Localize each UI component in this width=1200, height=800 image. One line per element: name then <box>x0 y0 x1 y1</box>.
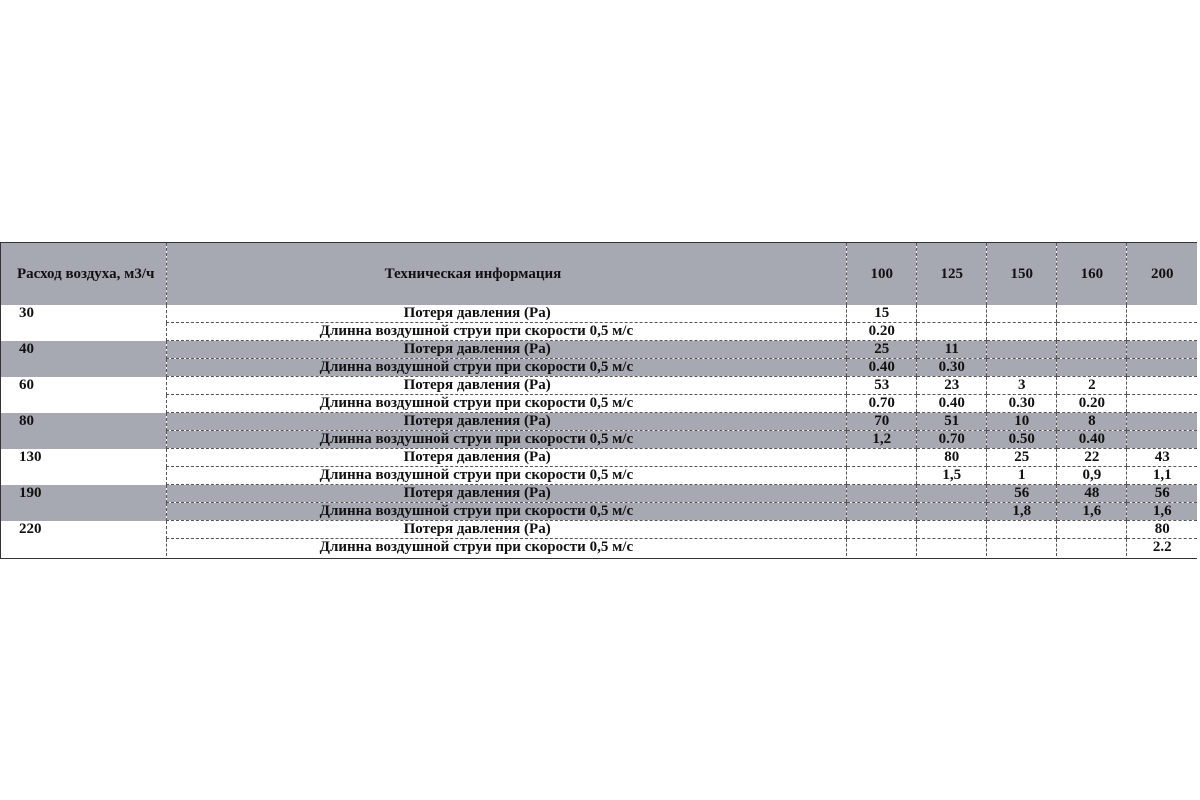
header-size-200: 200 <box>1127 243 1197 305</box>
pressure-loss-125: 23 <box>917 377 987 395</box>
table-row <box>1 305 1197 323</box>
pressure-loss-label: Потеря давления (Pa) <box>166 485 847 503</box>
air-flow-value: 80 <box>1 413 166 449</box>
jet-length-125: 0.30 <box>917 359 987 377</box>
pressure-loss-125 <box>917 305 987 323</box>
jet-length-125 <box>917 539 987 557</box>
pressure-loss-100 <box>847 449 917 467</box>
jet-length-160: 0,9 <box>1057 467 1127 485</box>
jet-length-150: 1 <box>987 467 1057 485</box>
jet-length-125: 0.40 <box>917 395 987 413</box>
jet-length-label: Длинна воздушной струи при скорости 0,5 м/с <box>166 395 847 413</box>
pressure-loss-150: 3 <box>987 377 1057 395</box>
air-flow-value: 30 <box>19 305 34 321</box>
pressure-loss-125: 80 <box>917 449 987 467</box>
table-row <box>1 503 1197 521</box>
jet-length-200: 1,6 <box>1127 503 1197 521</box>
pressure-loss-160 <box>1057 341 1127 359</box>
pressure-loss-200 <box>1127 341 1197 359</box>
pressure-loss-150 <box>987 521 1057 539</box>
jet-length-160 <box>1057 359 1127 377</box>
pressure-loss-100: 15 <box>847 305 917 323</box>
pressure-loss-150: 56 <box>987 485 1057 503</box>
pressure-loss-200 <box>1127 305 1197 323</box>
jet-length-150: 0.30 <box>987 395 1057 413</box>
air-flow-value: 130 <box>19 448 42 465</box>
table-row <box>1 377 1197 395</box>
table-header-row <box>1 243 1197 305</box>
air-flow-value: 40 <box>1 341 166 377</box>
jet-length-label: Длинна воздушной струи при скорости 0,5 м/с <box>166 359 847 377</box>
pressure-loss-125: 11 <box>917 341 987 359</box>
air-flow-value: 190 <box>1 485 166 521</box>
pressure-loss-200: 56 <box>1127 485 1197 503</box>
jet-length-label: Длинна воздушной струи при скорости 0,5 м/с <box>166 467 847 485</box>
air-distribution-spec-table <box>1 243 1197 556</box>
header-size-100: 100 <box>847 243 917 305</box>
jet-length-160 <box>1057 323 1127 341</box>
jet-length-100 <box>847 503 917 521</box>
table-row <box>1 431 1197 449</box>
pressure-loss-200 <box>1127 413 1197 431</box>
pressure-loss-125 <box>917 485 987 503</box>
jet-length-100: 1,2 <box>847 431 917 449</box>
pressure-loss-100 <box>847 485 917 503</box>
jet-length-label: Длинна воздушной струи при скорости 0,5 м/с <box>166 431 847 449</box>
jet-length-125: 0.70 <box>917 431 987 449</box>
jet-length-label: Длинна воздушной струи при скорости 0,5 м/с <box>166 539 847 557</box>
pressure-loss-125: 51 <box>917 413 987 431</box>
pressure-loss-label: Потеря давления (Pa) <box>166 341 847 359</box>
header-technical-info: Техническая информация <box>166 243 847 305</box>
jet-length-200 <box>1127 359 1197 377</box>
table-row <box>1 539 1197 557</box>
pressure-loss-label: Потеря давления (Pa) <box>166 305 847 323</box>
pressure-loss-160: 2 <box>1057 377 1127 395</box>
pressure-loss-150: 25 <box>987 449 1057 467</box>
jet-length-200: 1,1 <box>1127 467 1197 485</box>
pressure-loss-200 <box>1127 377 1197 395</box>
jet-length-150: 0.50 <box>987 431 1057 449</box>
table-row <box>1 413 1197 431</box>
header-size-150: 150 <box>987 243 1057 305</box>
jet-length-150 <box>987 539 1057 557</box>
jet-length-125: 1,5 <box>917 467 987 485</box>
jet-length-100 <box>847 467 917 485</box>
table-row <box>1 341 1197 359</box>
jet-length-200: 2.2 <box>1127 539 1197 557</box>
header-size-125: 125 <box>917 243 987 305</box>
pressure-loss-160: 48 <box>1057 485 1127 503</box>
header-air-flow: Расход воздуха, м3/ч <box>1 243 166 305</box>
header-size-160: 160 <box>1057 243 1127 305</box>
pressure-loss-100: 25 <box>847 341 917 359</box>
table-row <box>1 395 1197 413</box>
table-row <box>1 323 1197 341</box>
pressure-loss-160: 22 <box>1057 449 1127 467</box>
pressure-loss-160: 8 <box>1057 413 1127 431</box>
jet-length-label: Длинна воздушной струи при скорости 0,5 м/с <box>166 323 847 341</box>
jet-length-125 <box>917 503 987 521</box>
pressure-loss-200: 43 <box>1127 449 1197 467</box>
table-row <box>1 467 1197 485</box>
pressure-loss-100 <box>847 521 917 539</box>
jet-length-100: 0.40 <box>847 359 917 377</box>
pressure-loss-label: Потеря давления (Pa) <box>166 377 847 395</box>
jet-length-200 <box>1127 431 1197 449</box>
pressure-loss-label: Потеря давления (Pa) <box>166 449 847 467</box>
pressure-loss-150: 10 <box>987 413 1057 431</box>
pressure-loss-125 <box>917 521 987 539</box>
jet-length-label: Длинна воздушной струи при скорости 0,5 м/с <box>166 503 847 521</box>
table-row <box>1 449 1197 467</box>
jet-length-160: 1,6 <box>1057 503 1127 521</box>
jet-length-100: 0.70 <box>847 395 917 413</box>
pressure-loss-label: Потеря давления (Pa) <box>166 413 847 431</box>
jet-length-200 <box>1127 395 1197 413</box>
jet-length-200 <box>1127 323 1197 341</box>
jet-length-125 <box>917 323 987 341</box>
jet-length-150: 1,8 <box>987 503 1057 521</box>
table-body <box>1 305 1197 556</box>
jet-length-100 <box>847 539 917 557</box>
jet-length-160 <box>1057 539 1127 557</box>
pressure-loss-160 <box>1057 305 1127 323</box>
pressure-loss-160 <box>1057 521 1127 539</box>
pressure-loss-150 <box>987 341 1057 359</box>
jet-length-150 <box>987 323 1057 341</box>
table-row <box>1 359 1197 377</box>
jet-length-160: 0.20 <box>1057 395 1127 413</box>
air-flow-value: 220 <box>19 520 42 537</box>
jet-length-160: 0.40 <box>1057 431 1127 449</box>
air-flow-value: 60 <box>19 376 34 393</box>
jet-length-100: 0.20 <box>847 323 917 341</box>
pressure-loss-200: 80 <box>1127 521 1197 539</box>
table-row <box>1 485 1197 503</box>
spec-table-container <box>0 242 1197 559</box>
jet-length-150 <box>987 359 1057 377</box>
pressure-loss-100: 70 <box>847 413 917 431</box>
pressure-loss-100: 53 <box>847 377 917 395</box>
table-row <box>1 521 1197 539</box>
pressure-loss-150 <box>987 305 1057 323</box>
pressure-loss-label: Потеря давления (Pa) <box>166 521 847 539</box>
